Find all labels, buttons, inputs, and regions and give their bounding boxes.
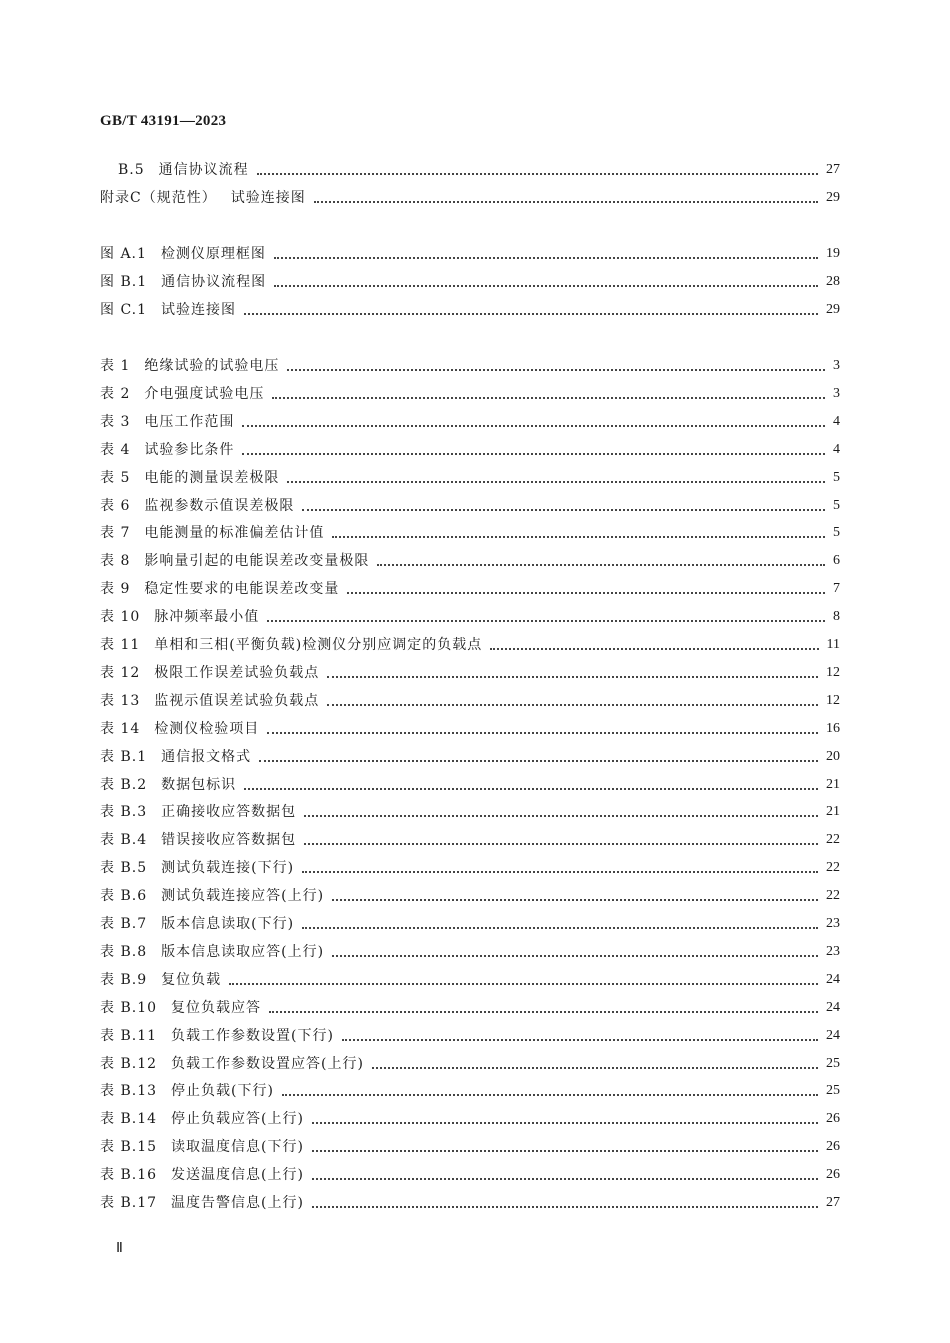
toc-entry-label (100, 301, 236, 319)
toc-entry-label (100, 1055, 364, 1073)
toc-entry[interactable] (100, 825, 840, 849)
toc-entry-number: 表 B.3 (100, 804, 148, 821)
toc-leader-dots (267, 732, 818, 734)
toc-entry[interactable] (100, 1132, 840, 1156)
toc-entry-title: 监视示值误差试验负载点 (154, 692, 320, 709)
toc-entry-page: 27 (826, 162, 840, 177)
toc-leader-dots (229, 983, 818, 985)
toc-leader-dots (490, 648, 818, 650)
toc-entry[interactable] (100, 965, 840, 989)
toc-entry[interactable] (100, 770, 840, 794)
toc-entry-page: 22 (826, 860, 840, 876)
toc-entry-number: 表 11 (100, 637, 141, 653)
toc-entry[interactable] (100, 435, 840, 459)
toc-entry[interactable] (100, 463, 840, 487)
toc-entry-title: 脉冲频率最小值 (154, 609, 260, 626)
toc-entry[interactable] (100, 630, 840, 654)
toc-entry-page: 21 (826, 804, 840, 820)
toc-entry-title: 读取温度信息(下行) (171, 1139, 304, 1156)
toc-entry[interactable] (100, 546, 840, 570)
toc-entry-number: 表 2 (100, 385, 131, 402)
toc-entry-title: 试验连接图 (161, 301, 237, 318)
toc-entry-page: 5 (833, 525, 840, 541)
toc-entry-label (100, 720, 259, 738)
toc-entry[interactable] (100, 239, 840, 263)
toc-entry-label (100, 524, 324, 542)
toc-leader-dots (342, 1039, 818, 1041)
toc-entry[interactable] (100, 1104, 840, 1128)
toc-entry-number: 表 3 (100, 413, 131, 430)
toc-entry-number: 表 8 (100, 553, 131, 570)
toc-entry-title: 版本信息读取(下行) (161, 916, 295, 932)
toc-entry-title: 通信协议流程 (158, 162, 249, 178)
toc-entry-label (100, 441, 234, 459)
toc-leader-dots (312, 1122, 818, 1124)
toc-entry-page: 24 (826, 999, 840, 1015)
toc-leader-dots (332, 536, 825, 538)
toc-entry-label (100, 189, 306, 207)
toc-entry-label (100, 552, 369, 570)
toc-entry-title: 稳定性要求的电能误差改变量 (144, 581, 340, 598)
toc-entry-page: 16 (826, 720, 840, 736)
toc-entry[interactable] (100, 407, 840, 431)
toc-entry-page: 24 (826, 971, 840, 987)
toc-entry-number: 表 9 (100, 581, 131, 598)
toc-leader-dots (272, 397, 825, 399)
toc-entry-title: 版本信息读取应答(上行) (161, 943, 325, 960)
toc-entry-number: 表 B.11 (100, 1027, 158, 1044)
toc-entry-label (100, 413, 234, 431)
toc-leader-dots (304, 815, 818, 817)
toc-entry-label (100, 692, 319, 710)
toc-entry[interactable] (100, 742, 840, 766)
toc-entry-title: 负载工作参数设置(下行) (171, 1027, 334, 1044)
toc-entry-label (100, 859, 294, 877)
toc-leader-dots (244, 788, 818, 790)
toc-leader-dots (312, 1178, 818, 1180)
toc-leader-dots (267, 620, 825, 622)
toc-leader-dots (304, 843, 818, 845)
toc-entry-number: 表 B.4 (100, 832, 148, 849)
toc-leader-dots (327, 676, 818, 678)
toc-entry-number: 表 7 (100, 525, 131, 542)
toc-entry-label (100, 608, 259, 626)
toc-entry-label (100, 1110, 304, 1128)
toc-entry[interactable] (100, 267, 840, 291)
toc-entry[interactable] (100, 1076, 840, 1100)
toc-entry-page: 26 (826, 1139, 840, 1155)
toc-entry-title: 负载工作参数设置应答(上行) (171, 1055, 364, 1072)
toc-entry-title: 试验连接图 (230, 189, 306, 206)
toc-entry-number: 表 B.17 (100, 1195, 158, 1211)
toc-entry[interactable] (100, 491, 840, 515)
toc-entry-title: 正确接收应答数据包 (161, 804, 297, 821)
toc-entry[interactable] (100, 881, 840, 905)
toc-entry[interactable] (100, 937, 840, 961)
toc-entry-page: 22 (826, 888, 840, 904)
toc-leader-dots (287, 481, 825, 483)
toc-entry[interactable] (100, 714, 840, 738)
toc-entry-number: 图 C.1 (100, 301, 148, 318)
toc-leader-dots (347, 592, 825, 594)
toc-entry-label (100, 831, 296, 849)
toc-entry-page: 23 (826, 943, 840, 959)
toc-entry-label (100, 664, 319, 682)
toc-entry-page: 4 (833, 413, 840, 429)
toc-entry-number: 表 13 (100, 692, 141, 709)
toc-leader-dots (259, 760, 818, 762)
toc-leader-dots (312, 1150, 818, 1152)
toc-leader-dots (377, 564, 825, 566)
toc-entry[interactable] (100, 1021, 840, 1045)
toc-entry-label (100, 357, 279, 375)
toc-entry-number: 表 6 (100, 497, 131, 514)
toc-leader-dots (242, 425, 825, 427)
toc-leader-dots (269, 1011, 818, 1013)
toc-entry-page: 24 (826, 1027, 840, 1043)
toc-entry-title: 通信协议流程图 (161, 273, 267, 290)
toc-entry[interactable] (100, 1049, 840, 1073)
toc-entry[interactable] (100, 351, 840, 375)
toc-entry-page: 4 (833, 441, 840, 457)
toc-entry-page: 19 (826, 246, 840, 261)
toc-entry-title: 介电强度试验电压 (144, 385, 265, 402)
toc-entry-number: 表 5 (100, 469, 131, 486)
toc-entry-page: 11 (826, 637, 840, 652)
toc-entry[interactable] (100, 909, 840, 933)
toc-entry-title: 单相和三相(平衡负载)检测仪分别应调定的负载点 (154, 637, 483, 653)
toc-entry-title: 测试负载连接应答(上行) (161, 888, 325, 905)
toc-entry[interactable] (100, 602, 840, 626)
toc-entry-label (100, 1027, 334, 1045)
toc-entry-label (100, 1138, 304, 1156)
toc-entry-number: 表 B.14 (100, 1111, 158, 1128)
toc-entry-number: 表 B.12 (100, 1055, 158, 1072)
toc-leader-dots (274, 285, 818, 287)
toc-entry-page: 5 (833, 497, 840, 513)
toc-entry-label (100, 273, 266, 291)
toc-entry-label (100, 971, 221, 989)
toc-leader-dots (372, 1067, 818, 1069)
toc-entry-page: 29 (826, 189, 840, 205)
toc-entry-number: 表 B.6 (100, 888, 148, 905)
document-number: GB/T 43191—2023 (100, 113, 227, 129)
toc-entry-page: 25 (826, 1083, 840, 1099)
toc-entry-page: 12 (826, 664, 840, 680)
toc-entry-page: 7 (833, 581, 840, 597)
toc-entry-number: 表 B.1 (100, 748, 148, 765)
toc-entry-page: 25 (826, 1055, 840, 1071)
toc-entry-number: 图 A.1 (100, 246, 147, 262)
toc-leader-dots (257, 173, 818, 175)
toc-entry-title: 发送温度信息(上行) (171, 1167, 304, 1184)
toc-entry-title: 温度告警信息(上行) (171, 1195, 304, 1211)
toc-entry-page: 3 (833, 385, 840, 401)
toc-entry-title: 错误接收应答数据包 (161, 832, 297, 849)
toc-entry-title: 绝缘试验的试验电压 (144, 358, 280, 374)
toc-entry[interactable] (118, 155, 840, 179)
toc-entry-number: 表 B.7 (100, 916, 148, 932)
toc-entry-title: 监视参数示值误差极限 (144, 497, 295, 514)
toc-entry-title: 停止负载应答(上行) (171, 1111, 304, 1128)
toc-entry-label (100, 1082, 274, 1100)
toc-entry-title: 复位负载应答 (171, 999, 262, 1016)
toc-leader-dots (332, 955, 818, 957)
toc-entry-title: 影响量引起的电能误差改变量极限 (144, 553, 370, 570)
toc-entry[interactable] (100, 686, 840, 710)
toc-entry[interactable] (100, 1188, 840, 1212)
toc-entry-title: 通信报文格式 (161, 748, 252, 765)
toc-entry-page: 26 (826, 1111, 840, 1127)
toc-entry-number: B.5 (118, 162, 145, 178)
toc-entry-number: 表 B.16 (100, 1167, 158, 1184)
toc-entry-number: 表 B.9 (100, 971, 148, 988)
toc-entry-title: 电能的测量误差极限 (144, 469, 280, 486)
toc-entry[interactable] (100, 1160, 840, 1184)
toc-leader-dots (332, 899, 818, 901)
toc-entry[interactable] (100, 518, 840, 542)
toc-entry-page: 5 (833, 469, 840, 485)
toc-entry[interactable] (100, 295, 840, 319)
toc-entry-title: 复位负载 (161, 971, 222, 988)
toc-leader-dots (314, 201, 818, 203)
toc-entry-title: 停止负载(下行) (171, 1083, 274, 1100)
toc-entry-page: 3 (833, 358, 840, 373)
toc-entry-label (100, 497, 294, 515)
toc-entry-label (100, 776, 236, 794)
toc-entry-label (100, 999, 261, 1017)
toc-entry-number: 表 B.15 (100, 1139, 158, 1156)
toc-entry[interactable] (100, 183, 840, 207)
toc-entry-title: 测试负载连接(下行) (161, 860, 295, 877)
toc-entry-page: 12 (826, 692, 840, 708)
toc-entry-page: 8 (833, 609, 840, 625)
toc-entry-number: 表 B.2 (100, 776, 148, 793)
toc-entry[interactable] (100, 379, 840, 403)
toc-leader-dots (302, 927, 818, 929)
toc-entry-page: 21 (826, 776, 840, 792)
toc-entry-title: 试验参比条件 (144, 441, 235, 458)
toc-leader-dots (302, 509, 825, 511)
toc-entry-number: 表 B.8 (100, 943, 148, 960)
toc-entry-page: 28 (826, 273, 840, 289)
toc-entry-page: 27 (826, 1195, 840, 1210)
toc-entry[interactable] (100, 993, 840, 1017)
toc-entry-label (118, 161, 249, 179)
toc-entry-number: 表 B.10 (100, 999, 158, 1016)
toc-entry-label (100, 915, 294, 933)
toc-entry-label (100, 580, 339, 598)
toc-entry-number: 表 1 (100, 358, 131, 374)
toc-entry-title: 极限工作误差试验负载点 (154, 664, 320, 681)
toc-leader-dots (282, 1094, 818, 1096)
toc-entry[interactable] (100, 574, 840, 598)
toc-entry-label (100, 748, 251, 766)
toc-entry-page: 29 (826, 301, 840, 317)
toc-leader-dots (327, 704, 818, 706)
toc-entry-number: 表 14 (100, 720, 141, 737)
toc-leader-dots (244, 313, 818, 315)
toc-entry-page: 20 (826, 748, 840, 764)
toc-leader-dots (287, 369, 825, 371)
toc-entry-number: 表 B.5 (100, 860, 148, 877)
toc-entry[interactable] (100, 853, 840, 877)
toc-entry-label (100, 887, 324, 905)
page-number-footer: Ⅱ (116, 1241, 123, 1256)
toc-entry-number: 表 4 (100, 441, 131, 458)
toc-entry-label (100, 469, 279, 487)
toc-entry-title: 电能测量的标准偏差估计值 (144, 525, 325, 542)
toc-entry-label (100, 943, 324, 961)
toc-leader-dots (274, 257, 818, 259)
toc-entry-label (100, 1194, 304, 1212)
toc-leader-dots (312, 1206, 818, 1208)
toc-leader-dots (302, 871, 818, 873)
toc-entry-page: 22 (826, 832, 840, 848)
toc-entry-number: 表 B.13 (100, 1083, 158, 1100)
toc-entry-number: 图 B.1 (100, 273, 148, 290)
toc-entry-page: 23 (826, 916, 840, 931)
toc-entry-number: 附录C（规范性） (100, 189, 217, 206)
toc-entry-label (100, 803, 296, 821)
toc-entry-page: 6 (833, 553, 840, 569)
toc-entry-label (100, 245, 266, 263)
toc-entry-label (100, 1166, 304, 1184)
toc-entry-title: 电压工作范围 (144, 413, 235, 430)
toc-entry-title: 检测仪检验项目 (154, 720, 260, 737)
toc-entry-title: 数据包标识 (161, 776, 237, 793)
toc-entry[interactable] (100, 658, 840, 682)
toc-entry-label (100, 385, 264, 403)
toc-entry[interactable] (100, 797, 840, 821)
toc-entry-page: 26 (826, 1167, 840, 1183)
toc-leader-dots (242, 453, 825, 455)
toc-entry-number: 表 10 (100, 609, 141, 626)
toc-entry-number: 表 12 (100, 664, 141, 681)
toc-entry-title: 检测仪原理框图 (160, 246, 266, 262)
toc-entry-label (100, 636, 482, 654)
